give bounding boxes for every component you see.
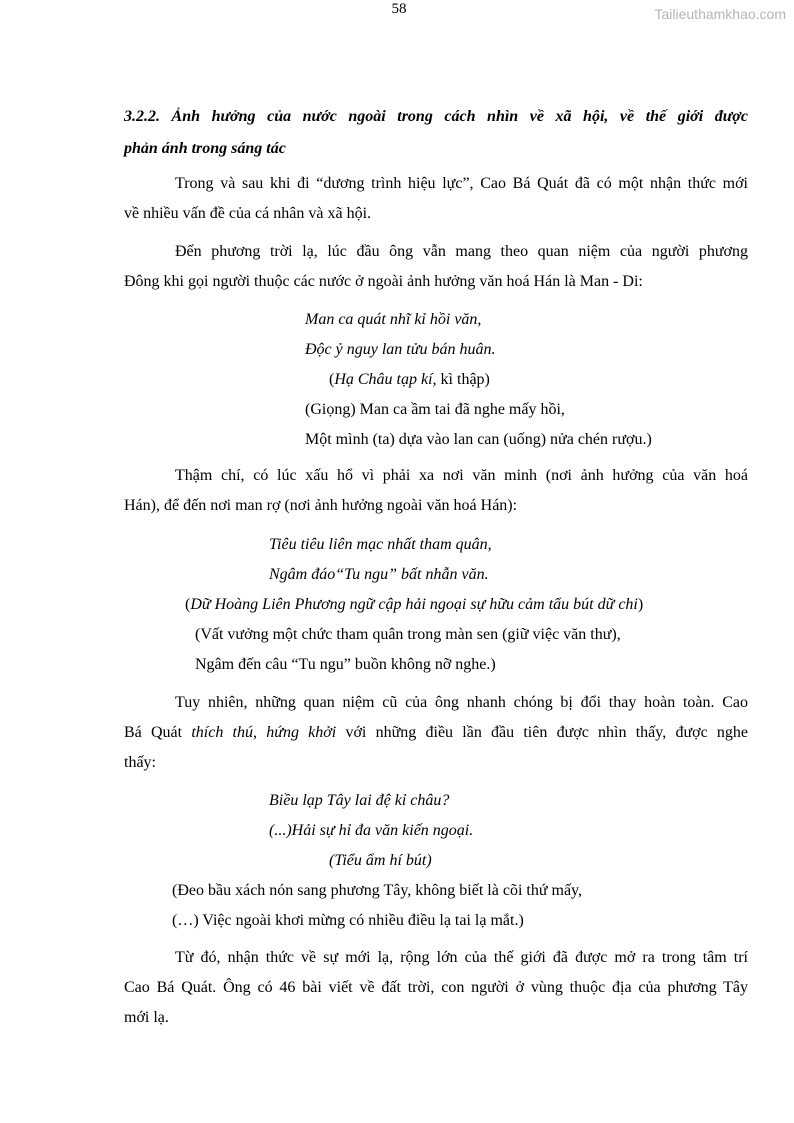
poem-1-source: (Hạ Châu tạp kí, kì thập) <box>329 371 490 388</box>
paragraph-line: Trong và sau khi đi “dương trình hiệu lực”, Cao Bá Quát đã có một nhận thức mới <box>175 175 748 192</box>
poem-1-translation-2: Một mình (ta) dựa vào lan can (uống) nửa chén rượu.) <box>305 431 652 448</box>
poem-2-line-1: Tiêu tiêu liên mạc nhất tham quân, <box>269 536 492 553</box>
poem-1-line-2: Độc ỷ nguy lan tửu bán huân. <box>305 341 496 358</box>
paragraph-line: Hán), để đến nơi man rợ (nơi ảnh hưởng ngoài văn hoá Hán): <box>124 497 518 514</box>
paragraph-3 <box>124 461 748 521</box>
paragraph-line: Đến phương trời lạ, lúc đầu ông vẫn mang theo quan niệm của người phương <box>175 243 748 260</box>
page-number: 58 <box>391 1 407 17</box>
poem-2-translation-1: (Vất vưởng một chức tham quân trong màn sen (giữ việc văn thư), <box>195 626 621 643</box>
paragraph-line: về nhiều vấn đề của cá nhân và xã hội. <box>124 205 372 222</box>
poem-1-source-title: Hạ Châu tạp kí, <box>334 371 437 388</box>
section-heading-line-2: phản ánh trong sáng tác <box>124 140 286 157</box>
poem-2-line-2: Ngâm đáo“Tu ngu” bất nhẫn văn. <box>269 566 489 583</box>
paragraph-line: mới lạ. <box>124 1009 169 1026</box>
section-heading-line-1: 3.2.2. Ảnh hưởng của nước ngoài trong cách nhìn về xã hội, về thế giới được <box>124 108 748 125</box>
poem-3-source: (Tiểu ẩm hí bút) <box>329 852 432 869</box>
paragraph-1 <box>124 169 748 229</box>
paragraph-line: Tuy nhiên, những quan niệm cũ của ông nhanh chóng bị đổi thay hoàn toàn. Cao <box>175 694 748 711</box>
poem-1-line-1: Man ca quát nhĩ kỉ hồi văn, <box>305 311 482 328</box>
paragraph-4 <box>124 688 748 778</box>
poem-3-line-2: (...)Hải sự hỉ đa văn kiến ngoại. <box>269 822 474 839</box>
paragraph-line: Từ đó, nhận thức về sự mới lạ, rộng lớn của thế giới đã được mở ra trong tâm trí <box>175 949 748 966</box>
poem-2-source: (Dữ Hoàng Liên Phương ngữ cập hải ngoại sự hữu cảm tẩu bút dữ chi) <box>185 596 644 613</box>
poem-1-source-suffix: kì thập) <box>436 371 490 388</box>
paragraph-line: Đông khi gọi người thuộc các nước ở ngoài ảnh hưởng văn hoá Hán là Man - Di: <box>124 273 643 290</box>
watermark: Tailieuthamkhao.com <box>654 6 786 22</box>
paragraph-line: thấy: <box>124 754 156 771</box>
paragraph-2 <box>124 237 748 297</box>
paragraph-text: với những điều lần đầu tiên được nhìn thấy, được nghe <box>336 724 748 741</box>
section-heading <box>124 101 748 165</box>
paragraph-5 <box>124 943 748 1033</box>
poem-3-translation-2: (…) Việc ngoài khơi mừng có nhiều điều lạ tai lạ mắt.) <box>172 912 524 929</box>
poem-3-translation-1: (Đeo bầu xách nón sang phương Tây, không biết là cõi thứ mấy, <box>172 882 583 899</box>
paragraph-line: Cao Bá Quát. Ông có 46 bài viết về đất trời, con người ở vùng thuộc địa của phương Tây <box>124 979 748 996</box>
paragraph-line: Thậm chí, có lúc xấu hổ vì phải xa nơi văn minh (nơi ảnh hưởng của văn hoá <box>175 467 748 484</box>
poem-3-line-1: Biều lạp Tây lai đệ kỉ châu? <box>269 792 450 809</box>
paragraph-emphasis: thích thú, hứng khởi <box>191 724 337 741</box>
paragraph-line <box>124 718 748 748</box>
poem-1-translation-1: (Giọng) Man ca ầm tai đã nghe mấy hồi, <box>305 401 565 418</box>
paragraph-text: Bá Quát <box>124 724 192 741</box>
poem-2-source-title: Dữ Hoàng Liên Phương ngữ cập hải ngoại sự hữu cảm tẩu bút dữ chi <box>190 596 638 613</box>
poem-2-translation-2: Ngâm đến câu “Tu ngu” buồn không nỡ nghe.) <box>195 656 496 673</box>
